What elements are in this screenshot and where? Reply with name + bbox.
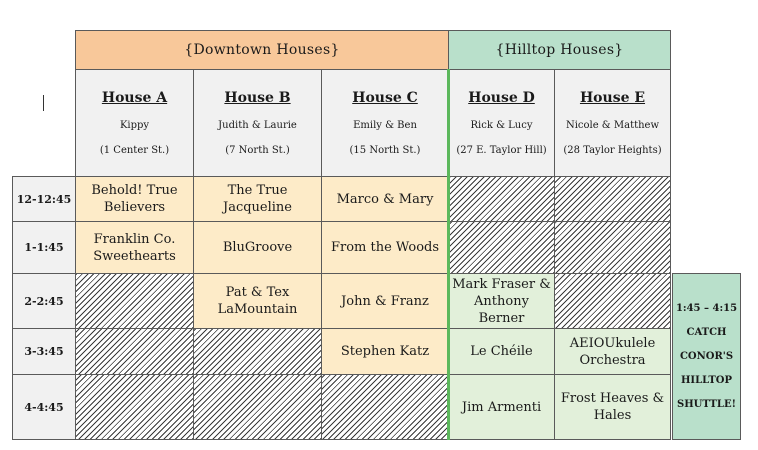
time-slot-5 <box>12 374 76 440</box>
hilltop-group-title: {Hilltop Houses} <box>495 42 624 58</box>
house-name: House C <box>352 90 418 106</box>
house-name: House E <box>579 90 646 106</box>
performer-name: Stephen Katz <box>340 344 430 359</box>
schedule-cell <box>448 328 555 375</box>
house-address: (7 North St.) <box>225 145 290 156</box>
performer-name: From the Woods <box>330 240 440 255</box>
unavailable-slot <box>321 374 449 440</box>
house-name: House D <box>468 90 535 106</box>
downtown-group-header <box>75 30 449 70</box>
house-address: (28 Taylor Heights) <box>563 145 662 156</box>
performer-name: Jim Armenti <box>461 399 542 415</box>
house-hosts: Judith & Laurie <box>218 120 297 131</box>
time-label: 4-4:45 <box>24 400 64 414</box>
shuttle-line: CATCH <box>686 326 727 338</box>
group-divider <box>447 69 450 440</box>
house-hosts: Kippy <box>119 120 150 131</box>
time-label: 12-12:45 <box>16 192 72 206</box>
schedule-cell <box>321 221 449 274</box>
schedule-cell <box>75 221 194 274</box>
shuttle-line: HILLTOP <box>680 374 733 386</box>
performer-name: Franklin Co. Sweethearts <box>93 231 176 264</box>
house-e-header <box>554 69 671 177</box>
time-slot-2 <box>12 221 76 274</box>
schedule-cell <box>448 374 555 440</box>
house-address: (27 E. Taylor Hill) <box>456 145 547 156</box>
performer-name: BluGroove <box>222 240 293 255</box>
performer-name: Behold! True Believers <box>91 183 178 215</box>
unavailable-slot <box>448 176 555 222</box>
house-hosts: Emily & Ben <box>353 120 417 131</box>
schedule-cell <box>321 176 449 222</box>
unavailable-slot <box>193 328 322 375</box>
time-slot-1 <box>12 176 76 222</box>
performer-name: Marco & Mary <box>336 191 434 207</box>
performer-name: John & Franz <box>341 293 429 309</box>
unavailable-slot <box>193 374 322 440</box>
performer-name: AEIOUkulele Orchestra <box>569 335 656 368</box>
house-name: House B <box>224 90 291 106</box>
schedule-cell <box>448 273 555 329</box>
shuttle-note <box>672 273 741 440</box>
time-label: 2-2:45 <box>24 294 64 308</box>
unavailable-slot <box>554 273 671 329</box>
house-d-header <box>448 69 555 177</box>
house-address: (15 North St.) <box>349 145 421 156</box>
schedule-cell <box>321 273 449 329</box>
time-slot-3 <box>12 273 76 329</box>
house-hosts: Nicole & Matthew <box>565 120 660 131</box>
house-hosts: Rick & Lucy <box>470 120 533 131</box>
schedule-cell <box>75 176 194 222</box>
unavailable-slot <box>75 273 194 329</box>
house-a-header <box>75 69 194 177</box>
unavailable-slot <box>554 221 671 274</box>
house-name: House A <box>101 90 168 106</box>
house-c-header <box>321 69 449 177</box>
schedule-cell <box>554 328 671 375</box>
unavailable-slot <box>75 328 194 375</box>
shuttle-time: 1:45 – 4:15 <box>675 302 738 314</box>
performer-name: Mark Fraser & Anthony Berner <box>452 276 551 326</box>
shuttle-line: CONOR'S <box>679 350 734 362</box>
downtown-group-title: {Downtown Houses} <box>184 42 340 58</box>
schedule-cell <box>193 273 322 329</box>
unavailable-slot <box>448 221 555 274</box>
performer-name: Le Chéile <box>470 344 533 359</box>
unavailable-slot <box>554 176 671 222</box>
text-cursor <box>43 95 44 111</box>
shuttle-line: SHUTTLE! <box>677 398 736 410</box>
unavailable-slot <box>75 374 194 440</box>
house-address: (1 Center St.) <box>99 145 170 156</box>
performer-name: Pat & Tex LaMountain <box>217 285 298 317</box>
schedule-cell <box>554 374 671 440</box>
time-label: 3-3:45 <box>24 345 64 358</box>
performer-name: The True Jacqueline <box>222 183 292 215</box>
schedule-cell <box>193 176 322 222</box>
schedule-cell <box>321 328 449 375</box>
time-slot-4 <box>12 328 76 375</box>
house-b-header <box>193 69 322 177</box>
schedule-cell <box>193 221 322 274</box>
hilltop-group-header <box>448 30 671 70</box>
performer-name: Frost Heaves & Hales <box>560 391 665 423</box>
time-label: 1-1:45 <box>24 241 64 254</box>
